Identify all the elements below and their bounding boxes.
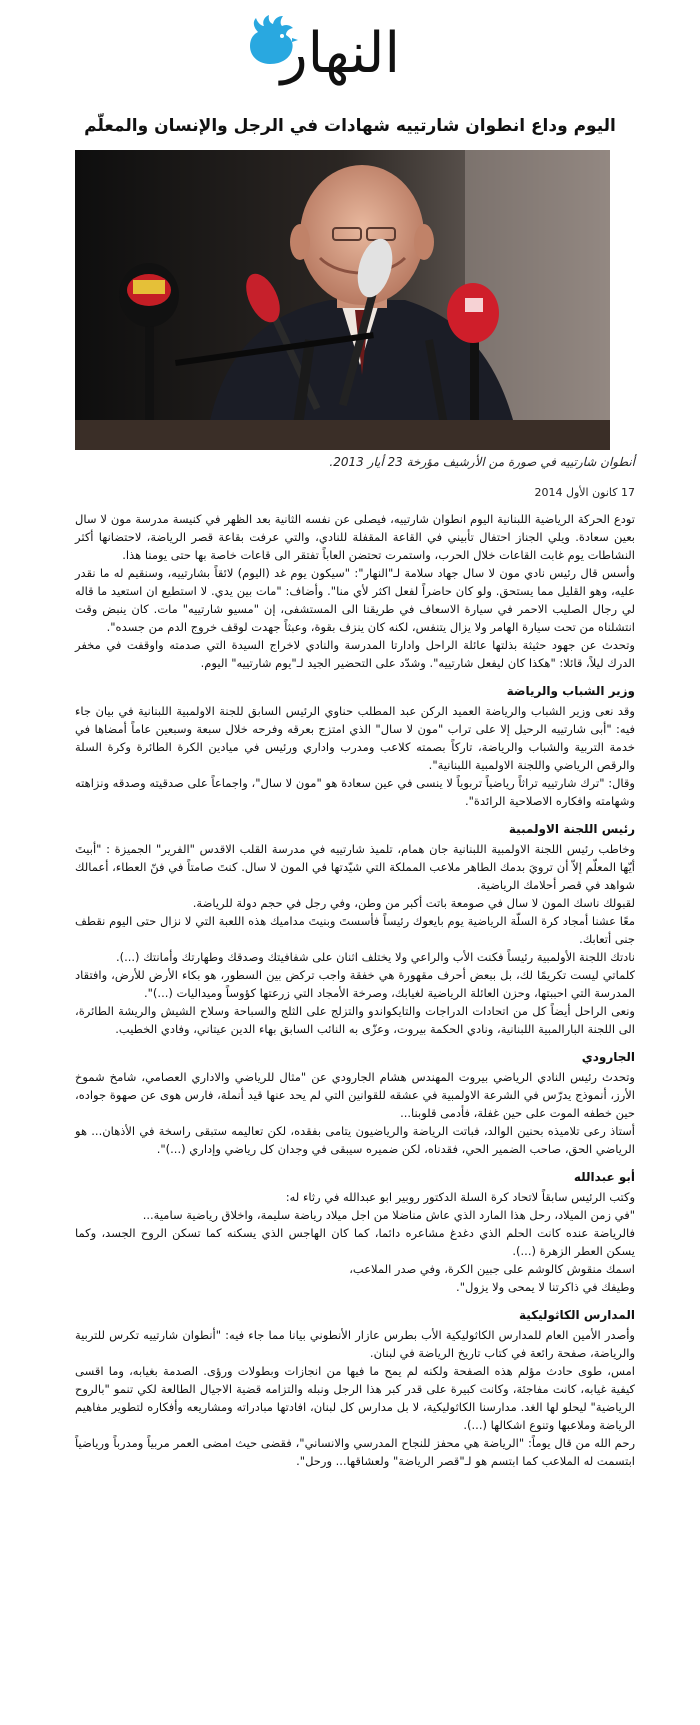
paragraph: أستاذ رعى تلاميذه بحنين الوالد، فباتت الرياضة والرياضيون يتامى بفقده، لكن تعاليمه ستبقى راسخة في الأذهان... هو الرياضي الحق، صاحب الضمير الحي، فقدناه، لكن ضميره سيبقى في وجدان كل رياضي وإداري (...)". <box>75 1124 635 1156</box>
paragraph: "في زمن الميلاد، رحل هذا المارد الذي عاش مناضلا من اجل ميلاد رياضة سليمة، واخلاق رياضية سامية... <box>142 1208 635 1222</box>
section-heading: أبو عبدالله <box>573 1170 635 1184</box>
article-photo[interactable] <box>75 150 610 450</box>
section-heading: المدارس الكاثوليكية <box>518 1308 635 1322</box>
paragraph: وتحدث عن جهود حثيثة بذلتها عائلة الراحل وادارتا المدرسة والنادي لاخراج السيدة التي صدمته واوقفت في مخفر الدرك ليلاً، قائلا: "هكذا كان ليفعل شارتييه". وشدّد على التحضير الجيد لـ"يوم شارتييه" اليوم. <box>75 638 635 670</box>
article-date: 17 كانون الأول 2014 <box>534 486 635 499</box>
paragraph: ونعى الراحل أيضاً كل من اتحادات الدراجات والتايكواندو والتزلج على الثلج والسباحة وسلاح الشيش والريشة الطائرة، الى اللجنة البارالمبية اللبنانية، ونادي الحكمة بيروت، وعزّى به النائب السابق بهاء الدين عيتاني، وفادي الخطيب. <box>75 1004 635 1036</box>
paragraph: كلماتي ليست تكريمًا لك، بل ببعض أحرف مقهورة هي خفقة واجب تركض بين السطور، هو بكاء الأرض للأرض، وافتقاد المدرسة التي احببتها، وحزن العائلة الرياضية لغيابك، وصرخة الأمجاد التي زرعتها كؤوساً وميداليات (...)". <box>75 968 635 1000</box>
paragraph: رحم الله من قال يوماً: "الرياضة هي محفز للنجاح المدرسي والانساني"، فقضى حيث امضى العمر مربياً ومدرباً ورياضياً ابتسمت له الملاعب كما ابتسم هو لـ"قصر الرياضة" ولعشاقها... ورحل". <box>75 1436 635 1468</box>
section-heading: وزير الشباب والرياضة <box>506 684 635 698</box>
paragraph: وأصدر الأمين العام للمدارس الكاثوليكية الأب بطرس عازار الأنطوني بيانا مما جاء فيه: "أنطوان شارتييه تكرس للتربية والرياضة، صفحة رائعة في كتاب تاريخ الرياضة في لبنان. <box>75 1328 635 1360</box>
paragraph: وخاطب رئيس اللجنة الاولمبية اللبنانية جان همام، تلميذ شارتييه في مدرسة القلب الاقدس "الفرير" الجميزة : "أبيتَ أيّها المعلّم إلاّ أن ترويَ بدمك الطاهر ملاعب المملكة التي شيّدتها في المون لا سال. كنتَ صامتاً في فنّ العطاء، أعمالك شواهد في قصر أحلامك الرياضية. <box>75 842 635 892</box>
paragraph: نادتك اللجنة الأولمبية رئيساً فكنت الأب والراعي ولا يختلف اثنان على شفافيتك وصدقك وطهارتك وأمانتك (...). <box>115 950 635 964</box>
paragraph: وقال: "ترك شارتييه تراثاً رياضياً تربوياً لا ينسى في عين سعادة هو "مون لا سال"، واجماعاً على صدقيته وصدقه ونزاهته وشهامته وافكاره الاصلاحية الرائدة". <box>75 776 635 808</box>
press-conference-image <box>75 150 610 450</box>
paragraph: تودع الحركة الرياضية اللبنانية اليوم انطوان شارتييه، فيصلى عن نفسه الثانية بعد الظهر في كنيسة مدرسة مون لا سال بعين سعادة. ويلي الجناز احتفال تأبيني في القاعة المقفلة للنادي، والتي عرفت بقاعة قصر الرياضة، لاحتضانها أكثر النشاطات يوم غابت القاعات خلال الحرب، واستمرت تحتضن العاباً تفتقر الى قاعات خاصة بها حتى يومنا هذا. <box>75 512 635 562</box>
paragraph: وقد نعى وزير الشباب والرياضة العميد الركن عبد المطلب حناوي الرئيس السابق للجنة الاولمبية اللبنانية في بيان جاء فيه: "أبى شارتييه الرحيل إلا على تراب "مون لا سال" الذي امتزج بعرقه وفرحه خلال سبعة وسبعين عاماً أمضاها في خدمة التربية والشباب والرياضة، تاركاً بصمته كلاعب ومدرب واداري ورئيس في ميادين الكرة الطائرة وكرة السلة والرقص الرياضي واللجنة الاولمبية اللبنانية". <box>75 704 635 772</box>
article-headline: اليوم وداع انطوان شارتييه شهادات في الرجل والإنسان والمعلّم <box>84 116 616 136</box>
paragraph: لقبولك ناسك المون لا سال في صومعة باتت أكبر من وطن، وفي رجل في حجم دولة للرياضة. <box>192 896 635 910</box>
paragraph: امس، طوى حادث مؤلم هذه الصفحة ولكنه لم يمح ما فيها من انجازات وبطولات ورؤى. الصدمة بغيابه، وما اقسى كيفية غيابه، كانت مفاجئة، وكانت كبيرة على قدر كبر هذا الرجل ونبله والتزامه قضية الاجيال الطالعة لكي تنمو "بالروح الرياضية" ليحلو لها الغد. مدارسنا الكاثوليكية، لا بل مدارس كل لبنان، افادتها مبادراته ومشاريعه وأفكاره لتطوير مفاهيم الرياضة وملاعبها وتنوع اشكالها (...). <box>75 1364 635 1432</box>
section-heading: الجارودي <box>581 1050 635 1064</box>
newspaper-logo[interactable] <box>170 12 400 86</box>
article-body <box>75 510 635 1470</box>
masthead <box>0 8 700 88</box>
logo-wordmark: النهار <box>280 21 400 86</box>
paragraph: فالرياضة عنده كانت الحلم الذي دغدغ مشاعره دائما، كما كان الهاجس الذي يسكنه كما تسكن الروح الجسد، وكما يسكن العطر الزهرة (...). <box>75 1226 635 1258</box>
paragraph: وتحدث رئيس النادي الرياضي بيروت المهندس هشام الجارودي عن "مثال للرياضي والاداري العصامي، شامخ شموخ الأرز، أنموذج يدرّس في الشرعة الاولمبية في عشقه للقوانين التي لم يحد عنها قيد أنملة، فارس هوى عن صهوة جواده، حين خطفه الموت على حين غفلة، فأدمى قلوبنا... <box>75 1070 635 1120</box>
paragraph: وطيفك في ذاكرتنا لا يمحى ولا يزول". <box>456 1280 635 1294</box>
paragraph: اسمك منقوش كالوشم على جبين الكرة، وفي صدر الملاعب، <box>349 1262 635 1276</box>
photo-caption: أنطوان شارتييه في صورة من الأرشيف مؤرخة 23 أيار 2013. <box>329 455 635 469</box>
section-heading: رئيس اللجنة الاولمبية <box>508 822 635 836</box>
paragraph: معًا عشنا أمجاد كرة السلّة الرياضية يوم بايعوك رئيساً فأسستَ وبنيتَ مداميك هذه اللعبة التي لا نزال حتى اليوم نقطف جنى أتعابك. <box>75 914 635 946</box>
paragraph: وأسس قال رئيس نادي مون لا سال جهاد سلامة لـ"النهار": "سيكون يوم غد (اليوم) لائقاً بشارتييه، وسنقيم له ما نقدر عليه، وهو القليل مما يستحق. ولو كان حاضراً لفعل اكثر لأي منا". وأضاف: "مات بين يدي. لا استطيع ان استعيد ما قاله لي رجال الصليب الاحمر في سيارة الاسعاف في طريقنا الى المستشفى، إن "مسيو شارتييه" مات. كان ينبض وقت انتشلناه من تحت سيارة الهامر ولا يزال يتنفس، لكنه كان ينزف بقوة، وعبثاً جهدت لوقف خروج الدم من جسده". <box>75 566 635 634</box>
paragraph: وكتب الرئيس سابقاً لاتحاد كرة السلة الدكتور روبير ابو عبدالله في رثاء له: <box>285 1190 635 1204</box>
